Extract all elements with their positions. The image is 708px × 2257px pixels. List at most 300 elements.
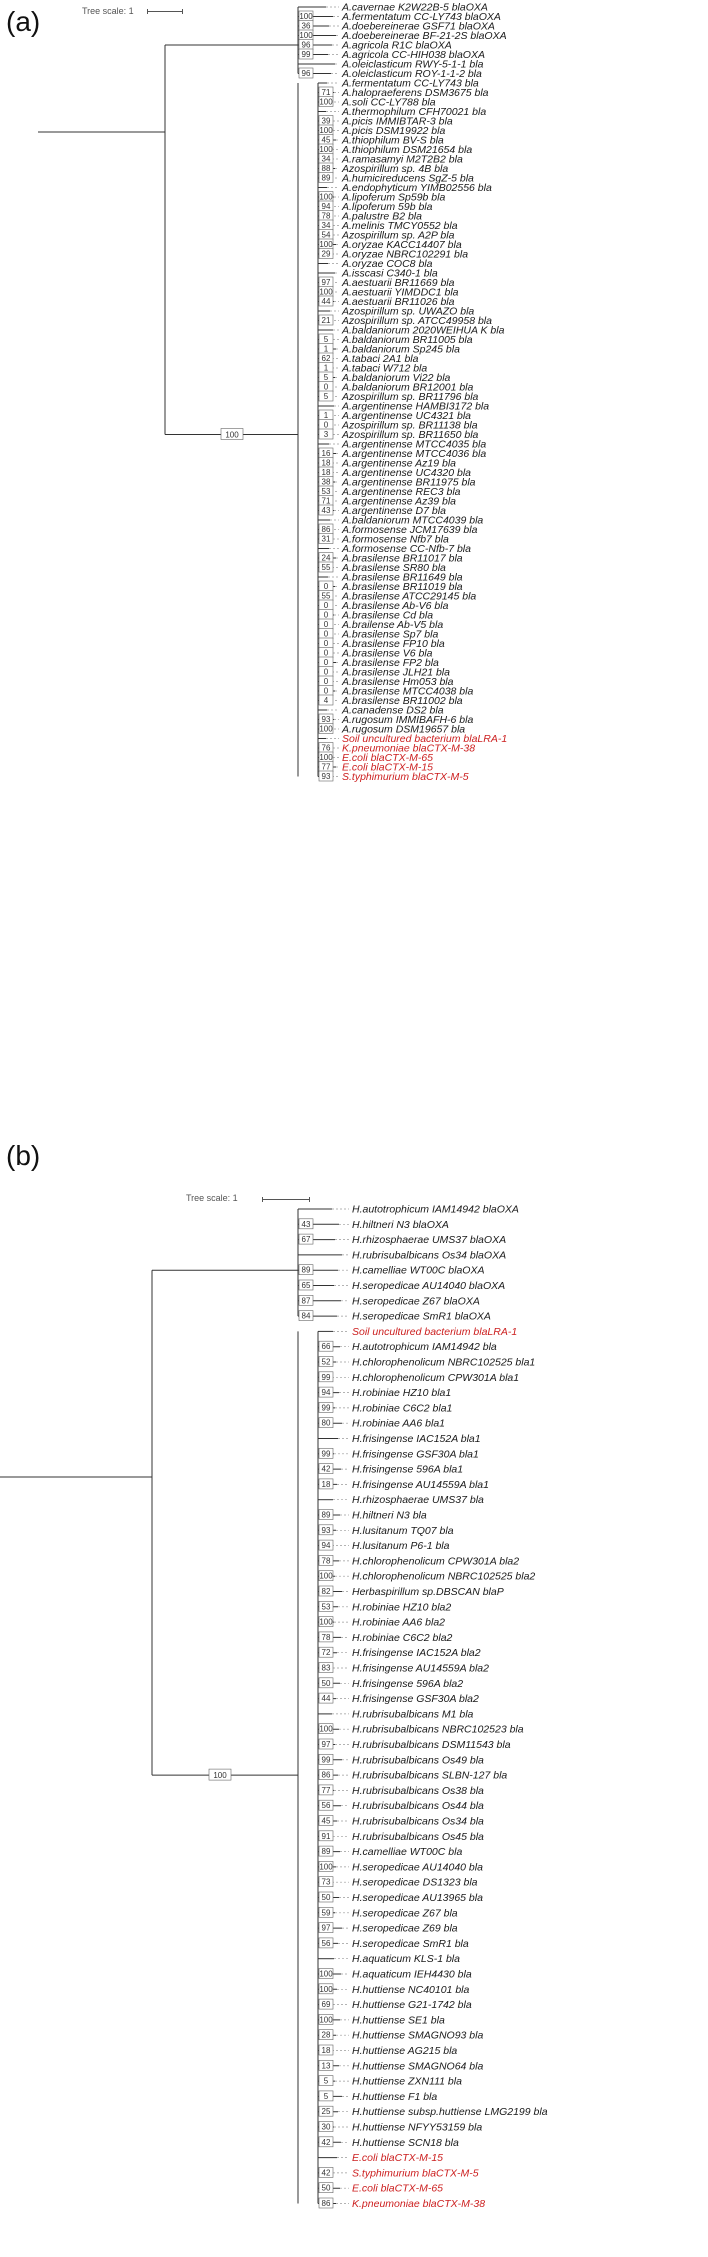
leaf-label: H.huttiense subsp.huttiense LMG2199 bla — [352, 2106, 548, 2119]
leaf-label: H.hiltneri N3 blaOXA — [352, 1218, 449, 1231]
leaf-label: A.brasilense FP2 bla — [342, 657, 439, 669]
leaf-label: Azospirillum sp. UWAZO bla — [342, 305, 475, 318]
support-value: 5 — [323, 2091, 329, 2101]
leaf-label: Azospirillum sp. 4B bla — [342, 163, 449, 175]
support-value: 18 — [321, 1479, 331, 1489]
leaf-node — [318, 1341, 497, 1353]
leaf-label: H.huttiense SMAGNO93 bla — [352, 2029, 484, 2042]
support-value: 86 — [321, 2199, 331, 2208]
support-value: 30 — [321, 2122, 331, 2132]
support-value: 97 — [321, 1740, 331, 1749]
leaf-label: A.rugosum DSM19657 bla — [342, 723, 466, 736]
leaf-label: K.pneumoniae blaCTX-M-38 — [352, 2198, 486, 2210]
leaf-label: H.frisingense 596A bla2 — [352, 1677, 464, 1690]
leaf-label: A.brasilense MTCC4038 bla — [342, 685, 474, 698]
support-value: 0 — [323, 686, 329, 696]
leaf-node — [318, 1724, 524, 1736]
leaf-label: A.lipoferum Sp59b bla — [342, 191, 446, 204]
leaf-label: A.brasilense ATCC29145 bla — [342, 590, 477, 603]
leaf-label: A.brasilense BR11017 bla — [342, 552, 463, 565]
leaf-label: A.argentinense REC3 bla — [342, 486, 461, 498]
support-value: 56 — [321, 1801, 331, 1811]
leaf-label: H.chlorophenolicum CPW301A bla1 — [352, 1371, 520, 1384]
leaf-label: Herbaspirillum sp.DBSCAN blaP — [352, 1586, 504, 1598]
leaf-node — [318, 2137, 459, 2149]
support-value: 34 — [321, 154, 331, 164]
leaf-node — [318, 1938, 469, 1950]
support-value: 88 — [321, 164, 331, 173]
leaf-node — [318, 1984, 469, 1996]
leaf-label: H.rubrisubalbicans Os49 bla — [352, 1754, 484, 1767]
leaf-node — [298, 1204, 519, 1216]
tree-panel-a — [0, 0, 708, 1100]
leaf-label: H.huttiense AG215 bla — [352, 2045, 458, 2057]
leaf-label: A.brasilense Hm053 bla — [342, 676, 454, 688]
leaf-label: K.pneumoniae blaCTX-M-38 — [342, 742, 476, 755]
leaf-node — [318, 1785, 484, 1797]
leaf-label: Azospirillum sp. BR11138 bla — [342, 419, 478, 432]
leaf-node — [318, 1739, 511, 1751]
support-value: 36 — [301, 21, 311, 31]
leaf-label: H.huttiense G21-1742 bla — [352, 1999, 472, 2012]
leaf-label: H.hiltneri N3 bla — [352, 1509, 427, 1522]
support-value: 94 — [321, 202, 331, 211]
leaf-node — [318, 1999, 472, 2011]
support-value: 100 — [319, 1571, 333, 1581]
leaf-label: A.ramasamyi M2T2B2 bla — [342, 153, 463, 166]
leaf-node — [318, 1479, 489, 1491]
leaf-node — [318, 1770, 507, 1782]
leaf-node — [318, 1555, 519, 1567]
leaf-label: H.seropedicae Z69 bla — [352, 1922, 458, 1935]
support-value: 100 — [319, 1862, 333, 1872]
leaf-label: H.frisingense AU14559A bla2 — [352, 1662, 489, 1675]
leaf-label: A.canadense DS2 bla — [342, 704, 444, 717]
support-value: 38 — [321, 477, 331, 487]
leaf-label: H.seropedicae AU14040 blaOXA — [352, 1280, 506, 1292]
leaf-label: A.baldaniorum MTCC4039 bla — [342, 514, 484, 527]
root-support — [209, 1769, 231, 1780]
leaf-label: H.huttiense SMAGNO64 bla — [352, 2060, 484, 2073]
leaf-label: A.argentinense Az39 bla — [342, 495, 457, 508]
support-value: 86 — [321, 1770, 331, 1780]
leaf-label: A.melinis TMCY0552 bla — [342, 220, 458, 232]
support-value: 42 — [321, 1464, 331, 1474]
support-value: 100 — [319, 724, 333, 734]
leaf-label: A.aestuarii YIMDDC1 bla — [342, 286, 459, 299]
support-value: 0 — [323, 667, 329, 677]
support-value: 4 — [323, 696, 329, 705]
leaf-node — [318, 771, 469, 783]
leaf-node — [318, 1464, 463, 1476]
support-value: 0 — [323, 420, 329, 430]
support-value: 0 — [323, 648, 329, 658]
leaf-node — [318, 1678, 463, 1690]
support-value: 89 — [321, 1510, 331, 1520]
support-value: 97 — [321, 1923, 331, 1933]
support-value: 21 — [321, 316, 331, 325]
leaf-label: A.soli CC-LY788 bla — [342, 96, 436, 109]
support-value: 0 — [323, 382, 329, 392]
leaf-label: A.brasilense V6 bla — [342, 647, 433, 660]
leaf-node — [318, 1494, 484, 1506]
leaf-label: H.huttiense ZXN111 bla — [352, 2075, 462, 2088]
support-value: 1 — [323, 363, 329, 373]
support-value: 80 — [321, 1418, 331, 1428]
leaf-label: Azospirillum sp. ATCC49958 bla — [342, 315, 492, 327]
leaf-label: A.argentinense D7 bla — [342, 505, 446, 517]
support-value: 97 — [321, 278, 331, 287]
leaf-label: A.endophyticum YIMB02556 bla — [342, 182, 492, 194]
leaf-label: H.frisingense GSF30A bla2 — [352, 1693, 479, 1706]
support-value: 77 — [321, 1785, 331, 1795]
support-value: 0 — [323, 582, 329, 591]
leaf-label: A.thiophilum DSM21654 bla — [342, 144, 473, 156]
leaf-label: A.doebereinerae BF-21-2S blaOXA — [342, 30, 507, 42]
leaf-node — [318, 1510, 427, 1522]
panel-label-b: (b) — [6, 1140, 41, 1171]
leaf-label: H.aquaticum IEH4430 bla — [352, 1968, 472, 1981]
root-support — [221, 429, 243, 440]
leaf-node — [318, 1601, 451, 1613]
support-value: 62 — [321, 354, 331, 363]
leaf-node — [318, 2045, 457, 2057]
support-value: 100 — [319, 240, 333, 249]
support-value: 99 — [321, 1449, 331, 1459]
leaf-node — [318, 1892, 483, 1904]
leaf-node — [318, 1693, 479, 1705]
leaf-node — [318, 1617, 445, 1629]
leaf-label: A.oryzae KACC14407 bla — [342, 239, 462, 251]
support-value: 94 — [321, 1388, 331, 1398]
leaf-label: H.seropedicae DS1323 bla — [352, 1876, 478, 1889]
leaf-label: A.brasilense BR11002 bla — [342, 695, 463, 707]
support-value: 78 — [321, 1556, 331, 1566]
leaf-label: Azospirillum sp. BR11650 bla — [342, 429, 479, 441]
support-value: 0 — [323, 601, 329, 610]
leaf-label: A.formosense JCM17639 bla — [342, 524, 478, 536]
support-value: 71 — [321, 88, 331, 97]
support-value: 65 — [301, 1281, 311, 1290]
leaf-label: H.autotrophicum IAM14942 bla — [352, 1341, 497, 1354]
support-value: 18 — [321, 2046, 331, 2055]
leaf-label: A.formosense CC-Nfb-7 bla — [342, 543, 471, 555]
support-value: 83 — [321, 1663, 331, 1673]
leaf-label: H.seropedicae Z67 blaOXA — [352, 1295, 480, 1308]
support-value: 25 — [321, 2107, 331, 2117]
support-value: 87 — [301, 1296, 311, 1306]
leaf-node — [318, 1846, 462, 1858]
leaf-label: A.argentinense UC4320 bla — [342, 467, 472, 479]
leaf-label: A.doebereinerae GSF71 blaOXA — [342, 20, 495, 33]
support-value: 89 — [321, 1847, 331, 1857]
leaf-label: A.isscasi C340-1 bla — [342, 267, 438, 280]
leaf-label: H.huttiense SE1 bla — [352, 2014, 445, 2027]
leaf-node — [318, 1418, 445, 1430]
support-value: 99 — [301, 50, 311, 59]
leaf-label: H.lusitanum TQ07 bla — [352, 1524, 454, 1537]
leaf-label: H.robiniae HZ10 bla1 — [352, 1387, 452, 1400]
support-value: 89 — [301, 1265, 311, 1275]
leaf-label: H.robiniae HZ10 bla2 — [352, 1601, 452, 1614]
leaf-label: H.rubrisubalbicans Os34 bla — [352, 1815, 484, 1828]
leaf-node — [318, 2122, 482, 2134]
support-value: 0 — [323, 677, 329, 686]
leaf-node — [318, 2030, 483, 2042]
leaf-label: Azospirillum sp. A2P bla — [342, 229, 455, 242]
support-value: 96 — [301, 69, 311, 78]
leaf-node — [318, 2106, 548, 2118]
leaf-label: A.argentinense BR11975 bla — [342, 476, 476, 489]
support-value: 86 — [321, 525, 331, 534]
support-value: 78 — [321, 1632, 331, 1642]
leaf-label: A.brasilense JLH21 bla — [342, 666, 450, 679]
leaf-label: H.seropedicae SmR1 bla — [352, 1937, 469, 1950]
leaf-label: H.robiniae AA6 bla2 — [352, 1616, 446, 1629]
leaf-node — [318, 1372, 519, 1384]
support-value: 59 — [321, 1908, 331, 1918]
leaf-label: A.agricola R1C blaOXA — [342, 39, 452, 52]
support-value: 72 — [321, 1648, 331, 1658]
leaf-label: H.rubrisubalbicans Os34 blaOXA — [352, 1249, 507, 1262]
leaf-node — [318, 1326, 517, 1338]
leaf-label: A.thiophilum BV-S bla — [342, 134, 444, 147]
leaf-label: A.baldaniorum BR12001 bla — [342, 381, 474, 394]
support-value: 96 — [301, 40, 311, 50]
support-value: 100 — [319, 1617, 333, 1627]
leaf-label: H.huttiense F1 bla — [352, 2090, 438, 2103]
support-value: 5 — [323, 373, 329, 382]
leaf-label: H.seropedicae SmR1 blaOXA — [352, 1310, 491, 1323]
leaf-label: A.picis DSM19922 bla — [342, 125, 446, 137]
support-value: 66 — [321, 1342, 331, 1352]
leaf-node — [318, 1571, 535, 1583]
support-value: 18 — [321, 468, 331, 477]
leaf-label: A.tabaci 2A1 bla — [342, 353, 419, 365]
leaf-node — [318, 1540, 450, 1552]
support-value: 0 — [323, 658, 329, 667]
leaf-node — [318, 1448, 479, 1460]
support-value: 99 — [321, 1372, 331, 1382]
leaf-node — [318, 1387, 451, 1399]
support-value: 44 — [321, 1694, 331, 1704]
leaf-node — [298, 1234, 506, 1246]
leaf-node — [318, 2014, 445, 2026]
leaf-node — [318, 1357, 535, 1369]
leaf-node — [298, 1265, 484, 1277]
support-value: 77 — [321, 762, 331, 772]
leaf-node — [318, 1831, 484, 1843]
leaf-label: A.brasilense BR11019 bla — [342, 581, 463, 593]
support-value: 0 — [323, 639, 329, 648]
tree-panel-b — [0, 1187, 708, 2257]
leaf-label: H.camelliae WT00C blaOXA — [352, 1264, 485, 1277]
leaf-label: A.halopraeferens DSM3675 bla — [342, 87, 489, 99]
leaf-label: A.picis IMMIBTAR-3 bla — [342, 115, 453, 128]
support-value: 53 — [321, 1602, 331, 1612]
leaf-node — [318, 1907, 458, 1919]
support-value: 1 — [323, 344, 329, 354]
support-value: 93 — [321, 772, 331, 781]
leaf-label: H.aquaticum KLS-1 bla — [352, 1953, 460, 1966]
leaf-label: A.tabaci W712 bla — [342, 362, 428, 375]
leaf-label: H.autotrophicum IAM14942 blaOXA — [352, 1203, 519, 1216]
leaf-label: H.frisingense IAC152A bla1 — [352, 1433, 481, 1445]
support-value: 76 — [321, 743, 331, 753]
support-value: 5 — [323, 392, 329, 401]
panel-label-a: (a) — [6, 6, 41, 37]
leaf-node — [318, 1586, 504, 1598]
support-value: 52 — [321, 1357, 331, 1367]
support-value: 34 — [321, 221, 331, 230]
support-value: 94 — [321, 1541, 331, 1551]
leaf-label: A.oryzae COC8 bla — [342, 258, 433, 270]
leaf-label: A.baldaniorum Vi22 bla — [342, 372, 451, 384]
leaf-label: E.coli blaCTX-M-15 — [342, 761, 434, 774]
leaf-node — [318, 2152, 443, 2164]
leaf-label: E.coli blaCTX-M-65 — [342, 752, 434, 764]
support-value: 42 — [321, 2168, 331, 2178]
leaf-label: H.robiniae C6C2 bla2 — [352, 1631, 453, 1644]
leaf-label: H.rhizosphaerae UMS37 bla — [352, 1494, 484, 1507]
leaf-node — [318, 1953, 460, 1965]
leaf-label: Soil uncultured bacterium blaLRA-1 — [352, 1325, 518, 1338]
support-value: 100 — [319, 1724, 333, 1734]
leaf-node — [298, 1295, 480, 1307]
leaf-label: H.huttiense NC40101 bla — [352, 1983, 470, 1996]
support-value: 54 — [321, 230, 331, 240]
support-value: 100 — [319, 1969, 333, 1979]
leaf-node — [318, 2060, 483, 2072]
leaf-label: A.agricola CC-HIH038 blaOXA — [342, 49, 485, 61]
support-value: 18 — [321, 458, 331, 468]
leaf-label: H.huttiense NFYY53159 bla — [352, 2121, 483, 2134]
leaf-label: A.fermentatum CC-LY743 bla — [342, 77, 479, 90]
leaf-label: A.fermentatum CC-LY743 blaOXA — [342, 11, 501, 23]
leaf-label: A.formosense Nfb7 bla — [342, 533, 449, 546]
leaf-label: H.chlorophenolicum CPW301A bla2 — [352, 1555, 520, 1568]
leaf-node — [318, 1923, 458, 1935]
leaf-label: H.rubrisubalbicans M1 bla — [352, 1708, 474, 1721]
leaf-label: A.thermophilum CFH70021 bla — [342, 106, 487, 118]
leaf-node — [298, 1219, 449, 1231]
support-value: 100 — [299, 12, 313, 21]
leaf-node — [318, 2198, 485, 2210]
leaf-label: H.lusitanum P6-1 bla — [352, 1540, 450, 1553]
leaf-label: H.rhizosphaerae UMS37 blaOXA — [352, 1234, 507, 1247]
support-value: 39 — [321, 116, 331, 126]
support-value: 56 — [321, 1938, 331, 1948]
leaf-label: A.palustre B2 bla — [342, 210, 422, 223]
support-value: 100 — [319, 192, 333, 202]
leaf-node — [318, 1800, 484, 1812]
support-value: 84 — [301, 1311, 311, 1321]
leaf-label: A.oleiclasticum ROY-1-1-2 bla — [342, 68, 482, 80]
leaf-label: A.argentinense Az19 bla — [342, 457, 457, 470]
support-value: 50 — [321, 1678, 331, 1688]
support-value: 13 — [321, 2061, 331, 2071]
support-value: 100 — [319, 126, 333, 135]
leaf-label: A.brasilense SR80 bla — [342, 562, 446, 574]
leaf-label: H.rubrisubalbicans NBRC102523 bla — [352, 1723, 524, 1736]
leaf-label: A.baldaniorum 2020WEIHUA K bla — [342, 324, 505, 337]
leaf-node — [318, 2183, 443, 2195]
leaf-label: A.argentinense UC4321 bla — [342, 410, 472, 422]
leaf-node — [318, 1525, 454, 1537]
leaf-label: H.frisingense GSF30A bla1 — [352, 1448, 479, 1461]
support-value: 3 — [323, 430, 329, 439]
support-value: 78 — [321, 211, 331, 221]
leaf-label: S.typhimurium blaCTX-M-5 — [342, 771, 469, 783]
leaf-label: H.rubrisubalbicans Os38 bla — [352, 1784, 484, 1797]
support-value: 93 — [321, 715, 331, 724]
leaf-node — [298, 1311, 491, 1323]
support-value: 29 — [321, 249, 331, 259]
leaf-label: H.frisingense AU14559A bla1 — [352, 1478, 489, 1491]
leaf-label: A.aestuarii BR11669 bla — [342, 277, 455, 289]
leaf-label: H.robiniae AA6 bla1 — [352, 1417, 446, 1430]
leaf-label: H.seropedicae AU14040 bla — [352, 1861, 483, 1874]
support-value: 44 — [321, 297, 331, 306]
support-value: 100 — [319, 2015, 333, 2025]
support-value: 53 — [321, 487, 331, 496]
support-value: 55 — [321, 563, 331, 572]
leaf-node — [318, 1647, 481, 1659]
support-value: 16 — [321, 449, 331, 458]
support-value: 5 — [323, 2076, 329, 2086]
leaf-node — [318, 1632, 453, 1644]
support-value: 31 — [321, 534, 331, 544]
scale-label-a: Tree scale: 1 — [82, 6, 134, 16]
leaf-label: A.brasilense Cd bla — [342, 609, 434, 622]
support-value: 82 — [321, 1587, 331, 1596]
leaf-label: H.chlorophenolicum NBRC102525 bla1 — [352, 1356, 536, 1369]
support-value: 100 — [319, 753, 333, 762]
leaf-label: H.seropedicae Z67 bla — [352, 1907, 458, 1920]
leaf-label: S.typhimurium blaCTX-M-5 — [352, 2167, 479, 2180]
support-value: 89 — [321, 173, 331, 183]
support-value: 45 — [321, 135, 331, 145]
support-value: 0 — [323, 610, 329, 620]
support-value: 0 — [323, 620, 329, 629]
support-value: 93 — [321, 1525, 331, 1535]
leaf-node — [318, 1861, 483, 1873]
support-value: 43 — [301, 1219, 311, 1229]
support-value: 99 — [321, 1755, 331, 1765]
support-value: 100 — [319, 145, 333, 154]
leaf-label: A.baldaniorum Sp245 bla — [342, 343, 460, 356]
leaf-node — [298, 1249, 506, 1261]
support-value: 99 — [321, 1403, 331, 1413]
support-value: 43 — [321, 506, 331, 515]
support-value: 45 — [321, 1816, 331, 1826]
leaf-label: A.humicireducens SgZ-5 bla — [342, 172, 474, 185]
leaf-node — [318, 2076, 462, 2088]
support-value: 0 — [323, 629, 329, 639]
leaf-label: A.argentinense MTCC4035 bla — [342, 438, 487, 451]
support-value: 55 — [321, 591, 331, 601]
leaf-label: H.rubrisubalbicans SLBN-127 bla — [352, 1769, 508, 1782]
support-value: 69 — [321, 2000, 331, 2010]
leaf-label: A.brailense Ab-V5 bla — [342, 619, 444, 631]
leaf-label: A.lipoferum 59b bla — [342, 201, 433, 213]
root-support-label: 100 — [213, 1771, 227, 1781]
leaf-label: Azospirillum sp. BR11796 bla — [342, 391, 479, 403]
leaf-label: Soil uncultured bacterium blaLRA-1 — [342, 733, 508, 745]
support-value: 50 — [321, 1893, 331, 1902]
support-value: 67 — [301, 1235, 311, 1245]
leaf-label: A.rugosum IMMIBAFH-6 bla — [342, 714, 474, 726]
